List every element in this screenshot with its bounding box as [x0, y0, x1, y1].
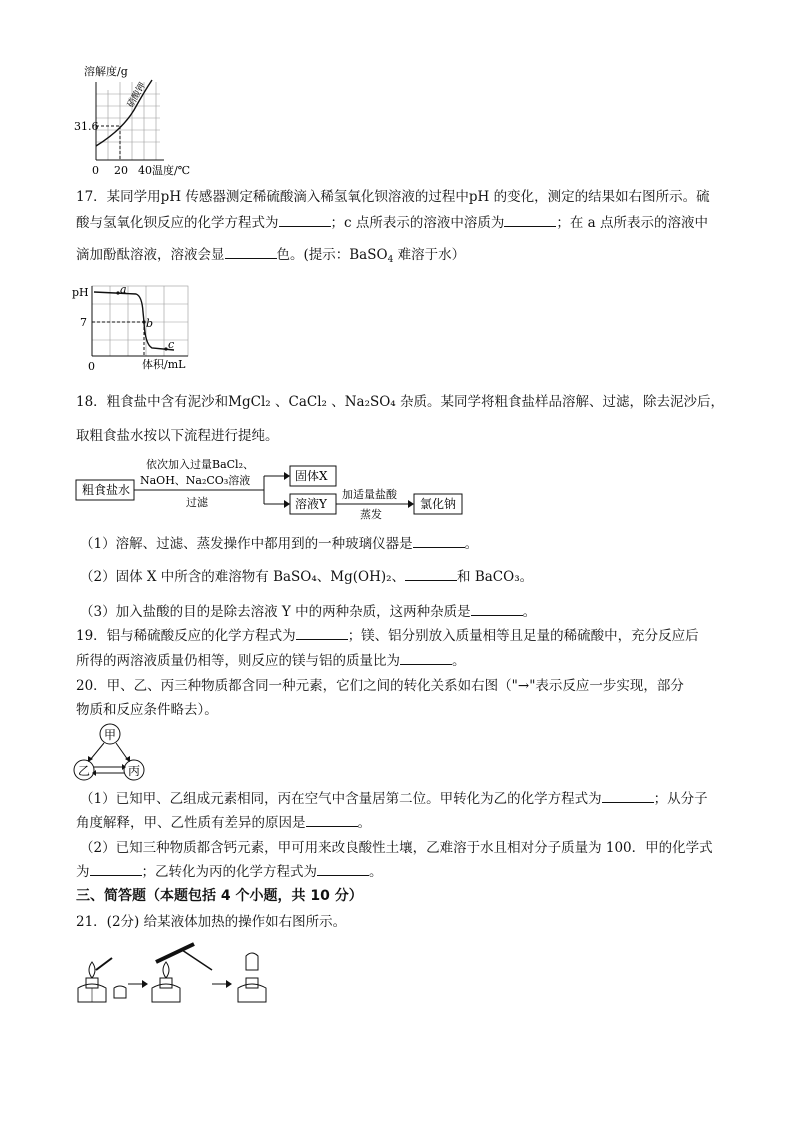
- q18-line2: 取粗食盐水按以下流程进行提纯。: [76, 428, 279, 444]
- flow-cond-top1: 依次加入过量BaCl₂、: [146, 458, 254, 471]
- flow-cond2-top: 加适量盐酸: [342, 488, 397, 501]
- q18-sub3: （3）加入盐酸的目的是除去溶液 Y 中的两种杂质，这两种杂质是 。: [80, 604, 537, 620]
- lamp-cap-icon: [114, 986, 126, 998]
- lamp-3-icon: [238, 953, 266, 1002]
- q17-blank2[interactable]: [504, 214, 556, 227]
- flow-cond-bottom: 过滤: [186, 496, 208, 509]
- node-yi-label: 乙: [78, 764, 91, 778]
- ph-point-a: a: [120, 283, 127, 296]
- flow-cond-top2: NaOH、Na₂CO₃溶液: [140, 474, 251, 487]
- flow-solid-label: 固体X: [295, 469, 328, 483]
- xtick-40: 40: [138, 164, 152, 177]
- q17-line2: 酸与氢氧化钡反应的化学方程式为 ；c 点所表示的溶液中溶质为 ；在 a 点所表示的溶液中: [76, 215, 708, 231]
- curve-label: 硝酸钾: [125, 81, 149, 110]
- xtick-20: 20: [114, 164, 128, 177]
- flow-start-label: 粗食盐水: [82, 483, 131, 497]
- q20-line2: 物质和反应条件略去）。: [76, 702, 218, 718]
- solubility-xlabel: 温度/℃: [152, 164, 191, 177]
- q20-blank1[interactable]: [602, 790, 654, 803]
- q19-blank2[interactable]: [400, 652, 452, 665]
- q17-blank3[interactable]: [225, 246, 277, 259]
- q19-blank1[interactable]: [296, 627, 348, 640]
- q20-sub2-line2: 为 ；乙转化为丙的化学方程式为 。: [76, 864, 383, 880]
- flow-cond2-bottom: 蒸发: [360, 508, 382, 521]
- q20-sub2-line1: （2）已知三种物质都含钙元素，甲可用来改良酸性土壤，乙难溶于水且相对分子质量为 100．甲的化学式: [80, 840, 713, 856]
- solubility-ylabel: 溶解度/g: [84, 65, 128, 78]
- q19-line2: 所得的两溶液质量仍相等，则反应的镁与铝的质量比为 。: [76, 653, 466, 669]
- ph-point-b: b: [146, 317, 154, 330]
- ph-xlabel: 体积/mL: [142, 358, 186, 371]
- q18-blank2[interactable]: [405, 568, 457, 581]
- purification-flowchart: [74, 456, 474, 522]
- q20-blank4[interactable]: [317, 863, 369, 876]
- q17-blank1[interactable]: [279, 214, 331, 227]
- ph-curve: [94, 292, 174, 350]
- test-tube-icon: [156, 944, 194, 962]
- tube-holder-icon: [182, 950, 212, 970]
- section3-title: 三、简答题（本题包括 4 个小题，共 10 分）: [76, 888, 363, 904]
- q17-line3: 滴加酚酞溶液，溶液会显 色。(提示：BaSO$_4$ 难溶于水）: [76, 247, 466, 265]
- q21-line1: 21．(2分) 给某液体加热的操作如右图所示。: [76, 914, 347, 930]
- q18-sub2: （2）固体 X 中所含的难溶物有 BaSO₄、Mg(OH)₂、 和 BaCO₃。: [80, 569, 534, 585]
- ph-ytick: 7: [80, 316, 87, 329]
- q20-blank2[interactable]: [306, 814, 358, 827]
- ph-point-c: c: [168, 338, 175, 351]
- q18-sub1: （1）溶解、过滤、蒸发操作中都用到的一种玻璃仪器是 。: [80, 536, 479, 552]
- lamp-cap-top-icon: [246, 953, 258, 970]
- solubility-ytick: 31.6: [74, 120, 99, 133]
- node-jia-label: 甲: [104, 728, 117, 742]
- q17-line1: 17．某同学用pH 传感器测定稀硫酸滴入稀氢氧化钡溶液的过程中pH 的变化，测定的结果如右图所示。硫: [76, 189, 710, 205]
- q20-line1: 20．甲、乙、丙三种物质都含同一种元素，它们之间的转化关系如右图（"→"表示反应一步实现，部分: [76, 678, 684, 694]
- q20-blank3[interactable]: [90, 863, 142, 876]
- alcohol-lamp-figure: [72, 940, 292, 1020]
- ph-figure: [70, 282, 200, 374]
- q20-sub1-line1: （1）已知甲、乙组成元素相同，丙在空气中含量居第二位。甲转化为乙的化学方程式为 ；从分子: [80, 791, 708, 807]
- flow-product-label: 氯化钠: [420, 497, 457, 511]
- flow-solution-label: 溶液Y: [295, 497, 327, 511]
- q18-blank1[interactable]: [413, 535, 465, 548]
- arrow-icon-2: [226, 980, 232, 988]
- q18-line1: 18．粗食盐中含有泥沙和MgCl₂ 、CaCl₂ 、Na₂SO₄ 杂质。某同学将粗食盐样品溶解、过滤，除去泥沙后，: [76, 394, 725, 410]
- ph-ylabel: pH: [72, 286, 89, 299]
- conversion-diagram: [72, 722, 152, 784]
- lamp-1-icon: [78, 958, 126, 1002]
- ph-origin: 0: [88, 360, 95, 373]
- q19-line1: 19．铝与稀硫酸反应的化学方程式为 ；镁、铝分别放入质量相等且足量的稀硫酸中，充分反应后: [76, 628, 699, 644]
- arrow-icon: [142, 980, 148, 988]
- node-bing-label: 丙: [128, 764, 141, 778]
- lamp-2-icon: [152, 944, 212, 1002]
- q20-sub1-line2: 角度解释，甲、乙性质有差异的原因是 。: [76, 815, 371, 831]
- q18-blank3[interactable]: [471, 603, 523, 616]
- xtick-0: 0: [92, 164, 99, 177]
- solubility-figure: [70, 60, 210, 178]
